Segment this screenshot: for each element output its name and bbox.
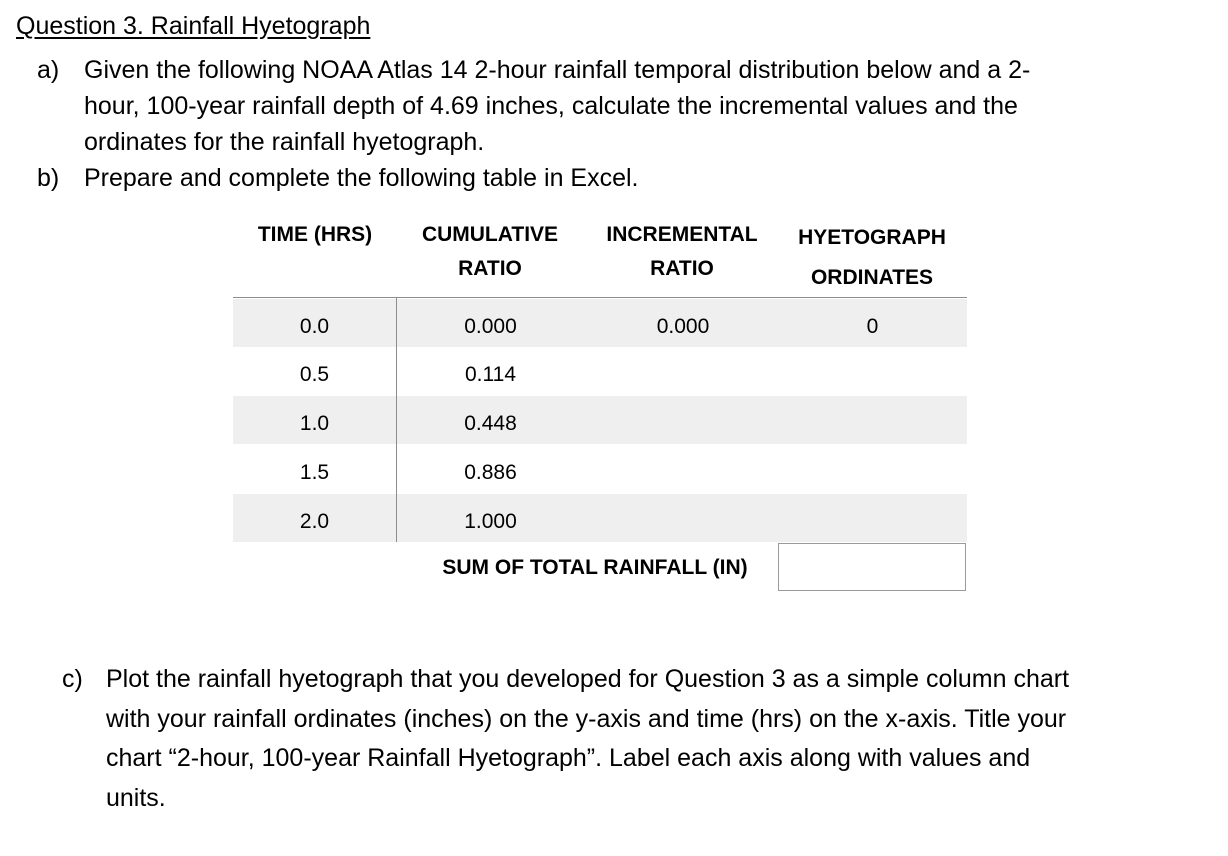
cell-cumulative: 0.448 <box>464 412 517 435</box>
cell-hyetograph: 0 <box>866 315 879 338</box>
cell-time: 1.0 <box>299 412 330 435</box>
part-b-letter: b) <box>37 164 60 192</box>
header-hyetograph-ordinates <box>786 218 958 298</box>
table-row <box>233 299 967 347</box>
cell-time: 1.5 <box>299 461 330 484</box>
table-row <box>233 445 967 493</box>
part-b <box>37 160 1187 200</box>
table-top-rule <box>233 297 967 298</box>
cell-incremental <box>588 396 778 444</box>
part-c-line: units. <box>106 783 166 812</box>
part-a-letter: a) <box>37 56 60 84</box>
part-b-line: Prepare and complete the following table in Excel. <box>84 164 639 192</box>
cell-time: 0.0 <box>299 315 330 338</box>
part-c-line: Plot the rainfall hyetograph that you developed for Question 3 as a simple column chart <box>106 665 1070 693</box>
header-incremental-line: INCREMENTAL <box>606 223 758 246</box>
question-heading: Question 3. Rainfall Hyetograph <box>16 12 371 40</box>
cell-incremental <box>588 494 778 542</box>
cell-hyetograph <box>778 494 967 542</box>
table-row <box>233 347 967 395</box>
header-hyetograph-line: ORDINATES <box>810 266 934 289</box>
part-c-text <box>106 660 1069 818</box>
cell-cumulative: 1.000 <box>464 510 517 533</box>
part-c-line: with your rainfall ordinates (inches) on the y-axis and time (hrs) on the x-axis. Title your <box>106 704 1067 733</box>
part-c <box>62 660 1212 820</box>
part-a <box>37 52 1187 162</box>
header-cumulative-ratio <box>405 218 575 286</box>
cell-cumulative: 0.886 <box>464 461 517 484</box>
part-a-line: ordinates for the rainfall hyetograph. <box>84 128 485 156</box>
part-c-line: chart “2-hour, 100-year Rainfall Hyetograph”. Label each axis along with values and <box>106 744 1031 772</box>
cell-incremental: 0.000 <box>656 315 710 338</box>
table-column-divider <box>396 298 397 542</box>
header-incremental-line: RATIO <box>650 257 714 280</box>
cell-time: 0.5 <box>299 363 330 386</box>
part-a-line: hour, 100-year rainfall depth of 4.69 inches, calculate the incremental values and the <box>84 92 1018 120</box>
cell-cumulative: 0.114 <box>465 363 516 386</box>
sum-total-input-box[interactable] <box>778 543 966 591</box>
cell-incremental <box>588 445 778 493</box>
cell-cumulative: 0.000 <box>464 315 517 338</box>
cell-hyetograph <box>778 445 967 493</box>
header-time <box>240 218 390 252</box>
sum-total-label: SUM OF TOTAL RAINFALL (IN) <box>442 556 748 579</box>
part-a-text <box>84 52 1030 160</box>
header-hyetograph-line: HYETOGRAPH <box>798 226 946 249</box>
part-c-letter: c) <box>62 665 83 693</box>
cell-hyetograph <box>778 396 967 444</box>
header-cumulative-line: RATIO <box>458 257 522 280</box>
header-incremental-ratio <box>592 218 772 286</box>
part-a-line: Given the following NOAA Atlas 14 2-hour rainfall temporal distribution below and a 2- <box>84 56 1031 84</box>
cell-hyetograph <box>778 347 967 395</box>
header-time-line: TIME (HRS) <box>257 223 373 246</box>
cell-time: 2.0 <box>299 510 330 533</box>
part-b-text <box>84 160 639 196</box>
table-row <box>233 494 967 542</box>
cell-incremental <box>588 347 778 395</box>
table-row <box>233 396 967 444</box>
header-cumulative-line: CUMULATIVE <box>421 223 559 246</box>
